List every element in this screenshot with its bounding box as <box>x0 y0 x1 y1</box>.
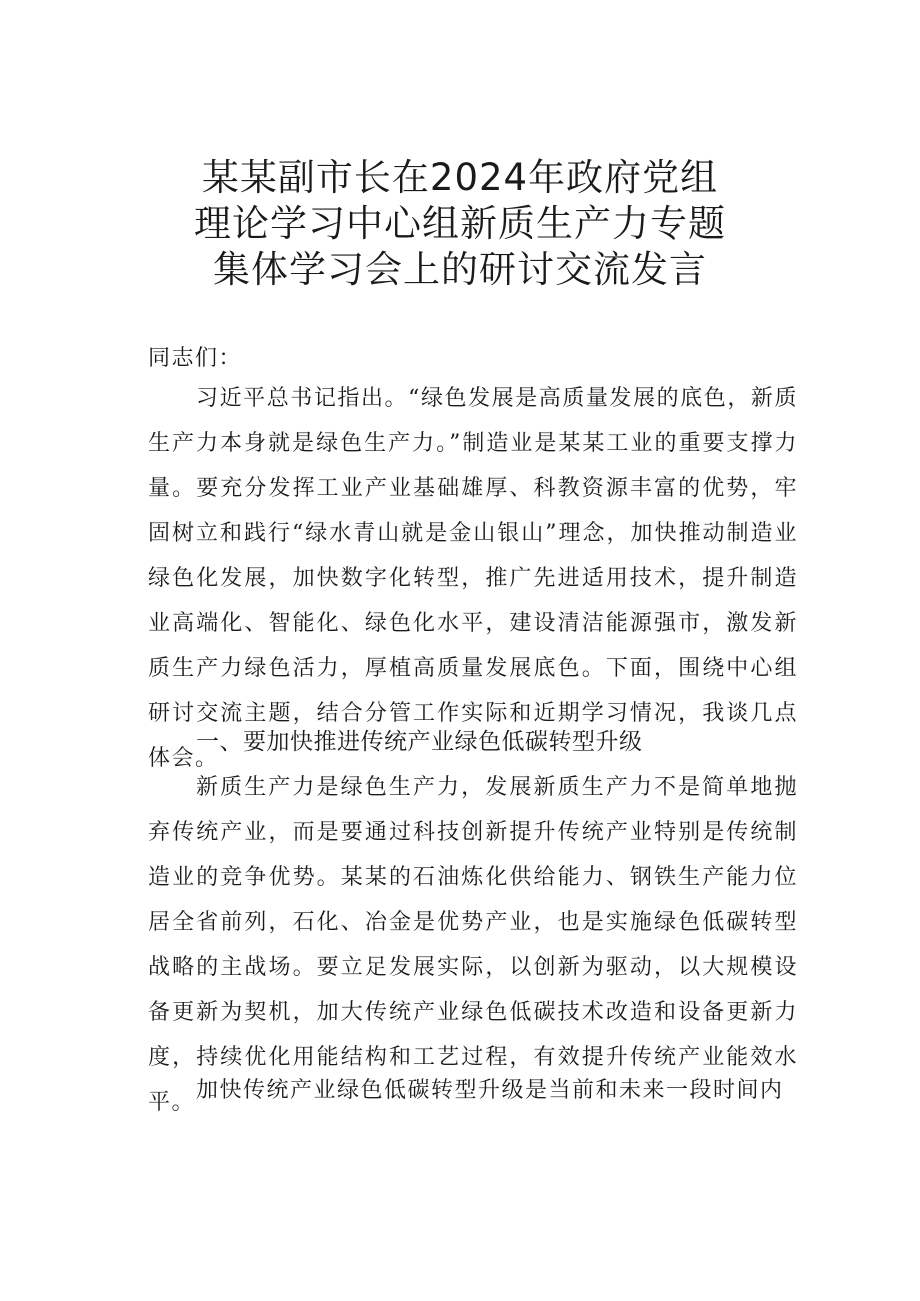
paragraph-section-1: 新质生产力是绿色生产力，发展新质生产力不是简单地抛弃传统产业，而是要通过科技创新提升传统产业特别是传统制造业的竞争优势。某某的石油炼化供给能力、钢铁生产能力位居全省前列，石化、冶金是优势产业，也是实施绿色低碳转型战略的主战场。要立足发展实际，以创新为驱动，以大规模设备更新为契机，加大传统产业绿色低碳技术改造和设备更新力度，持续优化用能结构和工艺过程，有效提升传统产业能效水平。 <box>148 775 798 1115</box>
title-line-2: 理论学习中心组新质生产力专题 <box>194 202 726 245</box>
section-heading-1: 一、要加快推进传统产业绿色低碳转型升级 <box>196 729 643 755</box>
paragraph-section-1-continued: 加快传统产业绿色低碳转型升级是当前和未来一段时间内 <box>196 1078 784 1103</box>
document-title <box>0 155 920 293</box>
title-line-3: 集体学习会上的研讨交流发言 <box>213 248 707 291</box>
salutation: 同志们： <box>148 346 243 371</box>
title-line-1: 某某副市长在2024年政府党组 <box>201 156 719 199</box>
paragraph-intro: 习近平总书记指出。“绿色发展是高质量发展的底色，新质生产力本身就是绿色生产力。”制造业是某某工业的重要支撑力量。要充分发挥工业产业基础雄厚、科教资源丰富的优势，牢固树立和践行“绿水青山就是金山银山”理念，加快推动制造业绿色化发展，加快数字化转型，推广先进适用技术，提升制造业高端化、智能化、绿色化水平，建设清洁能源强市，激发新质生产力绿色活力，厚植高质量发展底色。下面，围绕中心组研讨交流主题，结合分管工作实际和近期学习情况，我谈几点体会。 <box>148 386 798 771</box>
